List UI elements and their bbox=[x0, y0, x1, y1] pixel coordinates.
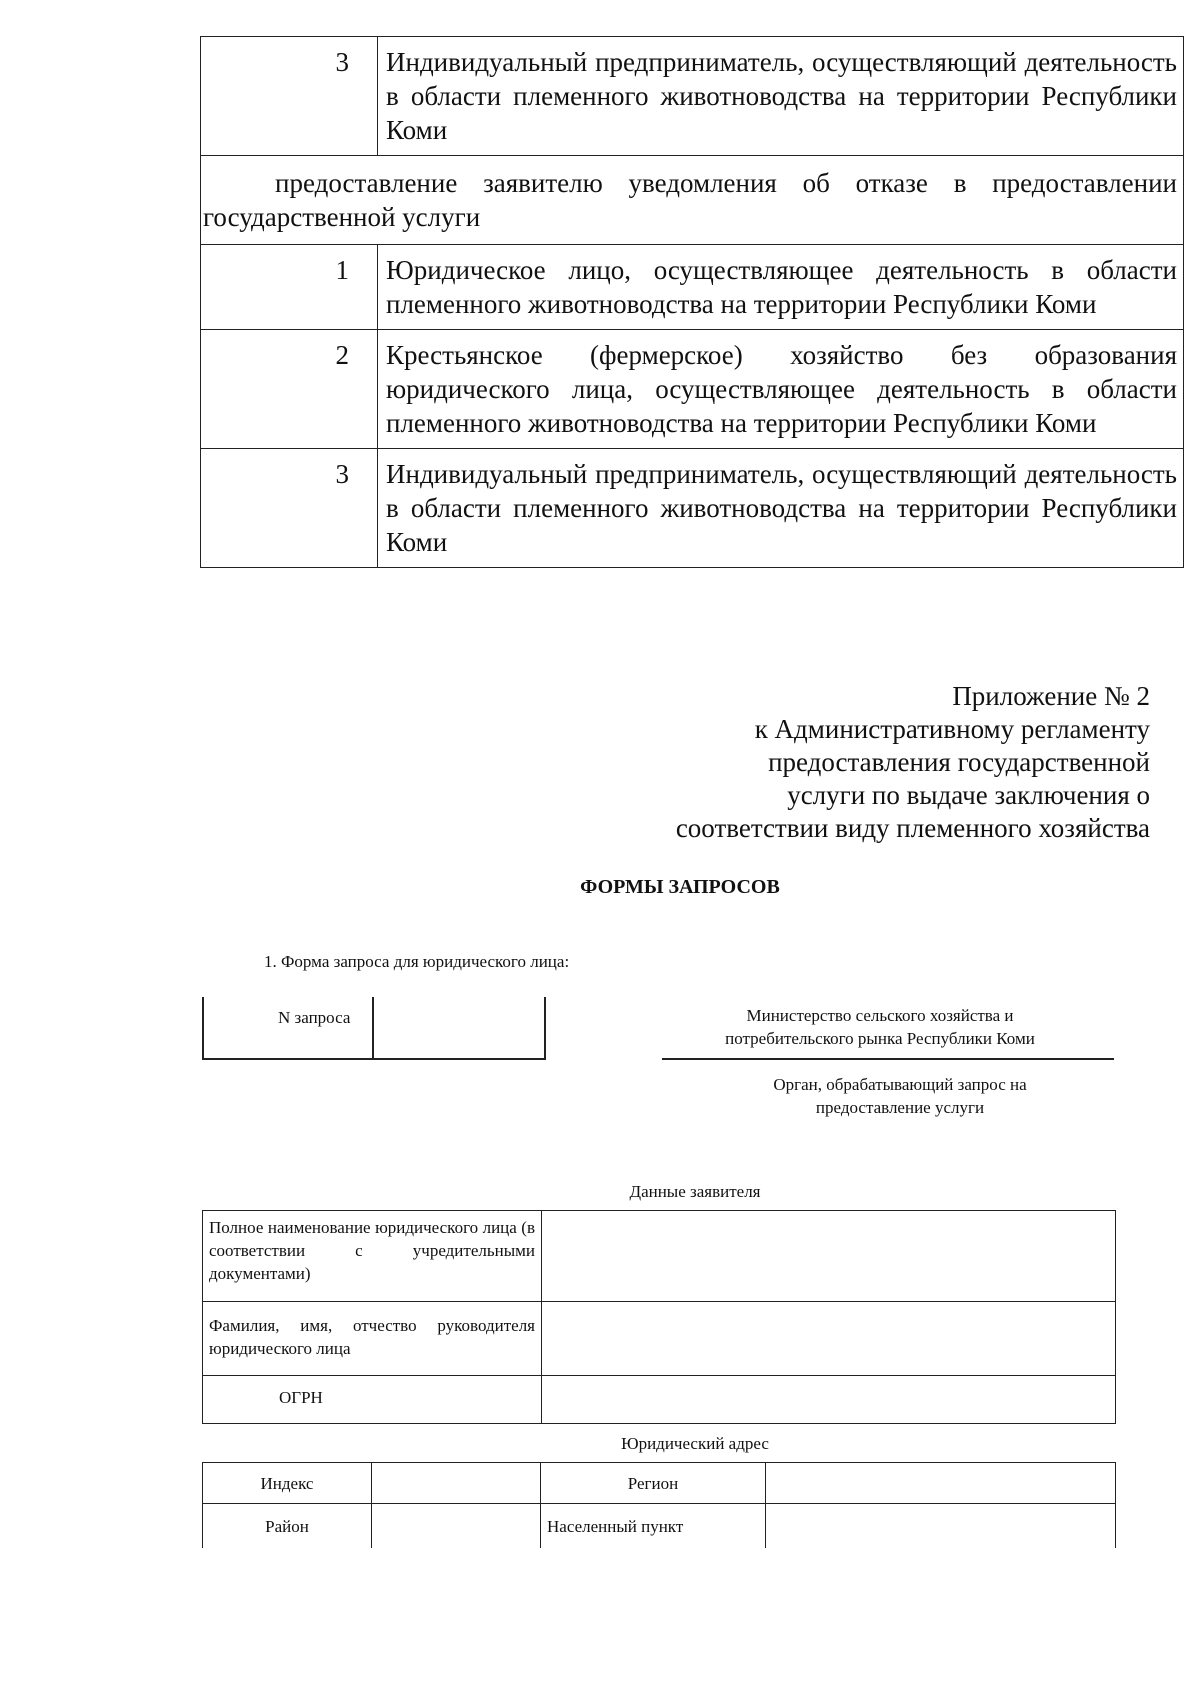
table-row bbox=[203, 1463, 1116, 1504]
table-row bbox=[201, 37, 1184, 156]
organ-caption bbox=[700, 1073, 1100, 1119]
table-row bbox=[203, 1504, 1116, 1549]
forms-title: ФОРМЫ ЗАПРОСОВ bbox=[580, 876, 780, 898]
row-number: 3 bbox=[201, 37, 378, 156]
request-box-border bbox=[544, 997, 546, 1059]
row-description: Индивидуальный предприниматель, осуществляющий деятельность в области племенного животноводства на территории Республики Коми bbox=[378, 37, 1184, 156]
row-number: 3 bbox=[201, 449, 378, 568]
district-field[interactable] bbox=[372, 1504, 541, 1549]
full-name-field[interactable] bbox=[542, 1211, 1116, 1302]
section-header-row bbox=[201, 156, 1184, 245]
request-box-border bbox=[372, 997, 374, 1059]
region-field[interactable] bbox=[766, 1463, 1116, 1504]
table-row bbox=[203, 1376, 1116, 1424]
full-name-label: Полное наименование юридического лица (в соответствии с учредительными документами) bbox=[203, 1211, 542, 1302]
table-row bbox=[201, 245, 1184, 330]
ministry-underline bbox=[662, 1058, 1114, 1060]
table-row bbox=[203, 1211, 1116, 1302]
ministry-name-line: потребительского рынка Республики Коми bbox=[725, 1029, 1035, 1048]
applicant-data-title: Данные заявителя bbox=[629, 1182, 761, 1201]
row-description: Крестьянское (фермерское) хозяйство без образования юридического лица, осуществляющее деятельность в области племенного животноводства на территории Республики Коми bbox=[378, 330, 1184, 449]
request-number-label: N запроса bbox=[278, 1008, 351, 1027]
appendix-line: предоставления государственной bbox=[768, 747, 1150, 777]
postal-code-label: Индекс bbox=[203, 1463, 372, 1504]
table-row bbox=[201, 330, 1184, 449]
row-number: 1 bbox=[201, 245, 378, 330]
ministry-name-line: Министерство сельского хозяйства и bbox=[746, 1006, 1014, 1025]
organ-caption-line: Орган, обрабатывающий запрос на bbox=[773, 1075, 1027, 1094]
postal-code-field[interactable] bbox=[372, 1463, 541, 1504]
table-row bbox=[203, 1302, 1116, 1376]
ogrn-label: ОГРН bbox=[203, 1376, 542, 1424]
director-name-field[interactable] bbox=[542, 1302, 1116, 1376]
organ-caption-line: предоставление услуги bbox=[815, 1098, 985, 1117]
section-header-text: предоставление заявителю уведомления об отказе в предоставлении государственной услуги bbox=[203, 168, 1177, 232]
request-box-border bbox=[202, 997, 204, 1059]
ogrn-field[interactable] bbox=[542, 1376, 1116, 1424]
applicant-categories-table bbox=[200, 36, 1184, 568]
applicant-data-table bbox=[202, 1210, 1116, 1424]
form-caption: 1. Форма запроса для юридического лица: bbox=[264, 952, 570, 971]
appendix-line: соответствии виду племенного хозяйства bbox=[675, 813, 1150, 843]
ministry-name bbox=[650, 1004, 1110, 1050]
legal-address-title: Юридический адрес bbox=[621, 1434, 769, 1453]
appendix-heading bbox=[510, 680, 1150, 845]
district-label: Район bbox=[203, 1504, 372, 1549]
table-row bbox=[201, 449, 1184, 568]
appendix-number: Приложение № 2 bbox=[952, 681, 1150, 711]
director-name-label: Фамилия, имя, отчество руководителя юридического лица bbox=[203, 1302, 542, 1376]
appendix-line: к Административному регламенту bbox=[754, 714, 1150, 744]
region-label: Регион bbox=[541, 1463, 766, 1504]
locality-field[interactable] bbox=[766, 1504, 1116, 1549]
section-header-cell bbox=[201, 156, 1184, 245]
appendix-line: услуги по выдаче заключения о bbox=[787, 780, 1150, 810]
row-description: Индивидуальный предприниматель, осуществляющий деятельность в области племенного животноводства на территории Республики Коми bbox=[378, 449, 1184, 568]
row-description: Юридическое лицо, осуществляющее деятельность в области племенного животноводства на территории Республики Коми bbox=[378, 245, 1184, 330]
legal-address-table bbox=[202, 1462, 1116, 1548]
request-box-border bbox=[202, 1058, 546, 1060]
locality-label: Населенный пункт bbox=[541, 1504, 766, 1549]
request-number-field[interactable] bbox=[384, 1000, 536, 1052]
row-number: 2 bbox=[201, 330, 378, 449]
